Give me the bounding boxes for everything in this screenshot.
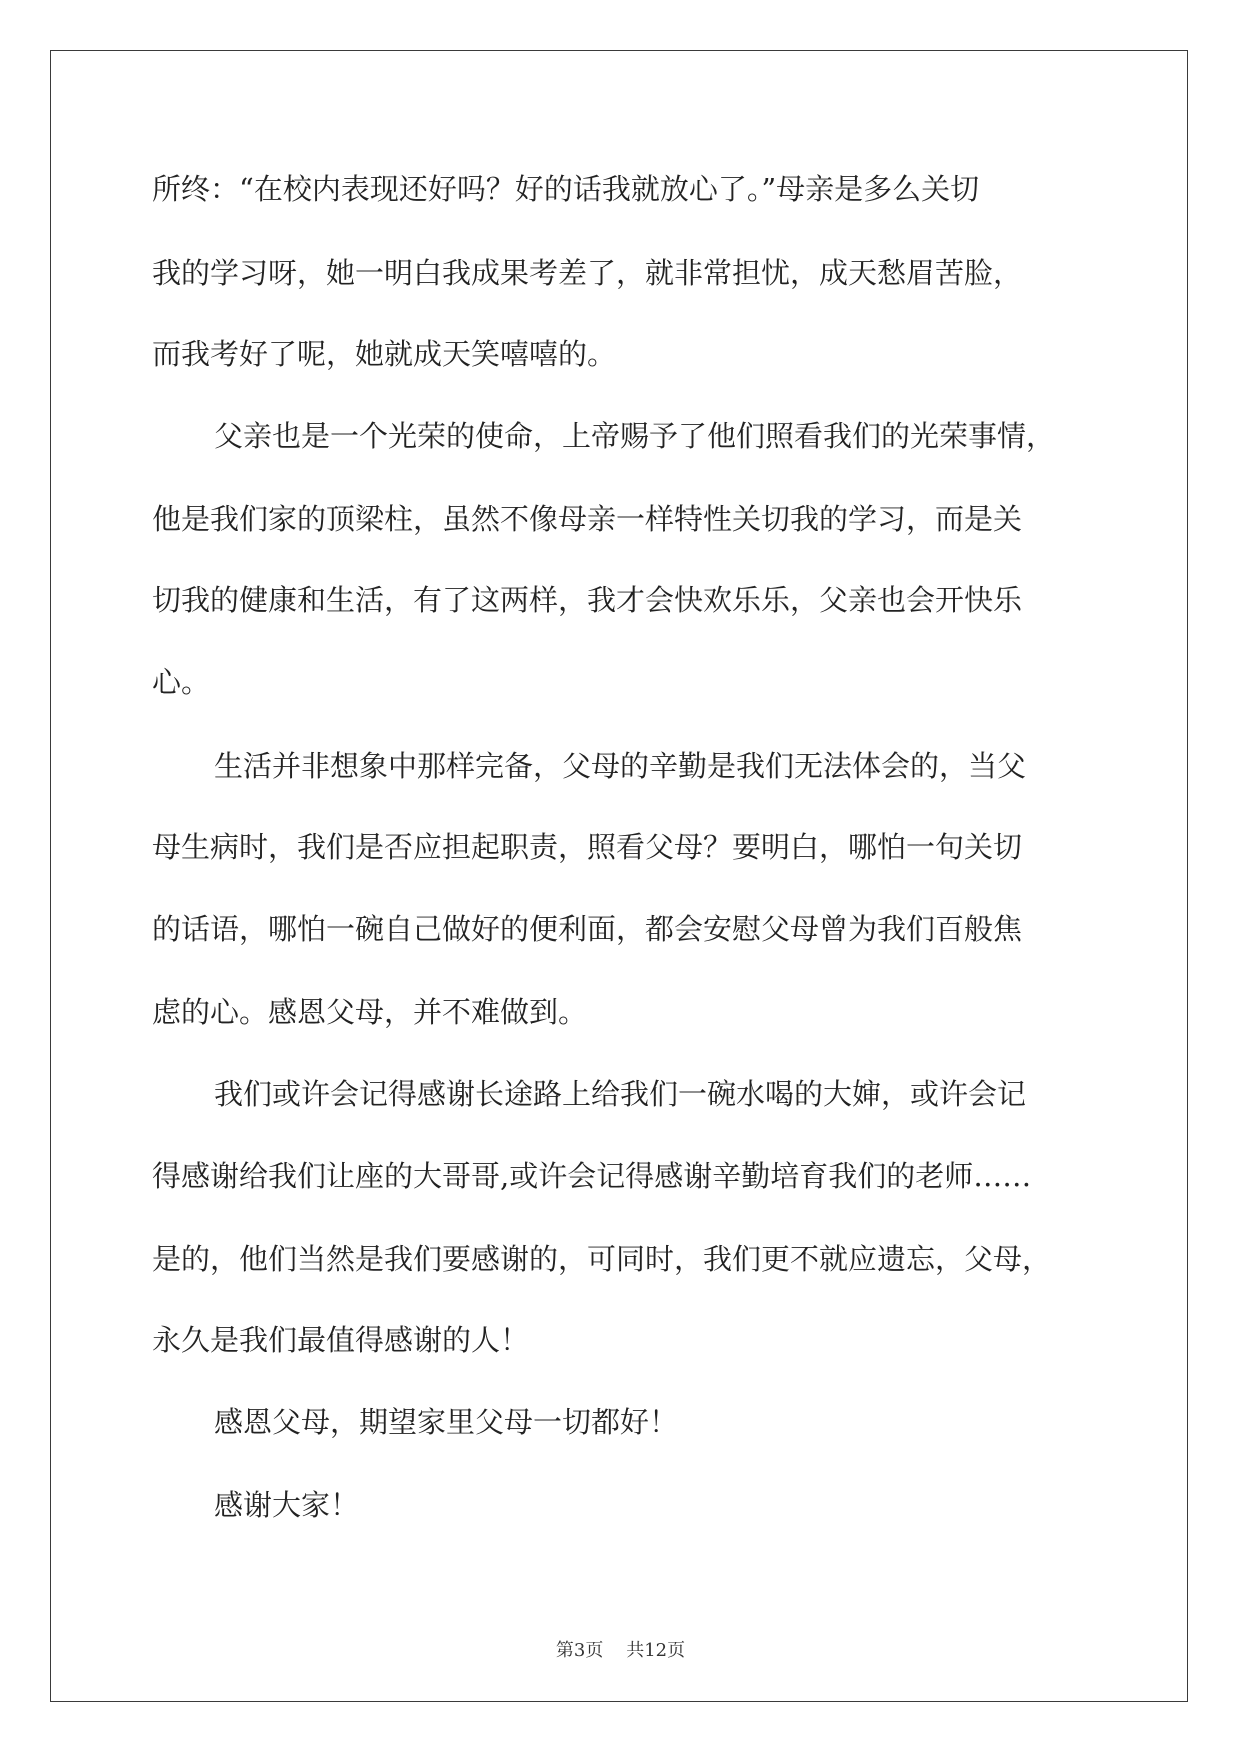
body-line-13: 得感谢给我们让座的大哥哥,或许会记得感谢辛勤培育我们的老师…… [152,1159,1032,1193]
body-line-17: 感谢大家！ [214,1488,360,1522]
body-line-11: 虑的心。感恩父母，并不难做到。 [152,995,588,1029]
body-line-9: 母生病时，我们是否应担起职责，照看父母？要明白，哪怕一句关切 [152,830,1023,864]
body-line-4: 父亲也是一个光荣的使命，上帝赐予了他们照看我们的光荣事情， [214,419,1056,453]
page-border [50,50,1188,1702]
body-line-2: 我的学习呀，她一明白我成果考差了，就非常担忧，成天愁眉苦脸， [152,256,1023,290]
page-number-footer: 第3页 共12页 [555,1640,686,1661]
body-line-15: 永久是我们最值得感谢的人！ [152,1323,530,1357]
body-line-8: 生活并非想象中那样完备，父母的辛勤是我们无法体会的，当父 [214,749,1027,783]
body-line-5: 他是我们家的顶梁柱，虽然不像母亲一样特性关切我的学习，而是关 [152,502,1023,536]
body-line-6: 切我的健康和生活，有了这两样，我才会快欢乐乐，父亲也会开快乐 [152,583,1023,617]
body-line-1: 所终：“在校内表现还好吗？好的话我就放心了。”母亲是多么关切 [152,172,980,206]
body-line-16: 感恩父母，期望家里父母一切都好！ [214,1405,679,1439]
body-line-3: 而我考好了呢，她就成天笑嘻嘻的。 [152,337,617,371]
body-line-10: 的话语，哪怕一碗自己做好的便利面，都会安慰父母曾为我们百般焦 [152,912,1023,946]
body-line-7: 心。 [152,665,211,699]
body-line-14: 是的，他们当然是我们要感谢的，可同时，我们更不就应遗忘，父母， [152,1242,1052,1276]
body-line-12: 我们或许会记得感谢长途路上给我们一碗水喝的大婶，或许会记 [214,1077,1027,1111]
